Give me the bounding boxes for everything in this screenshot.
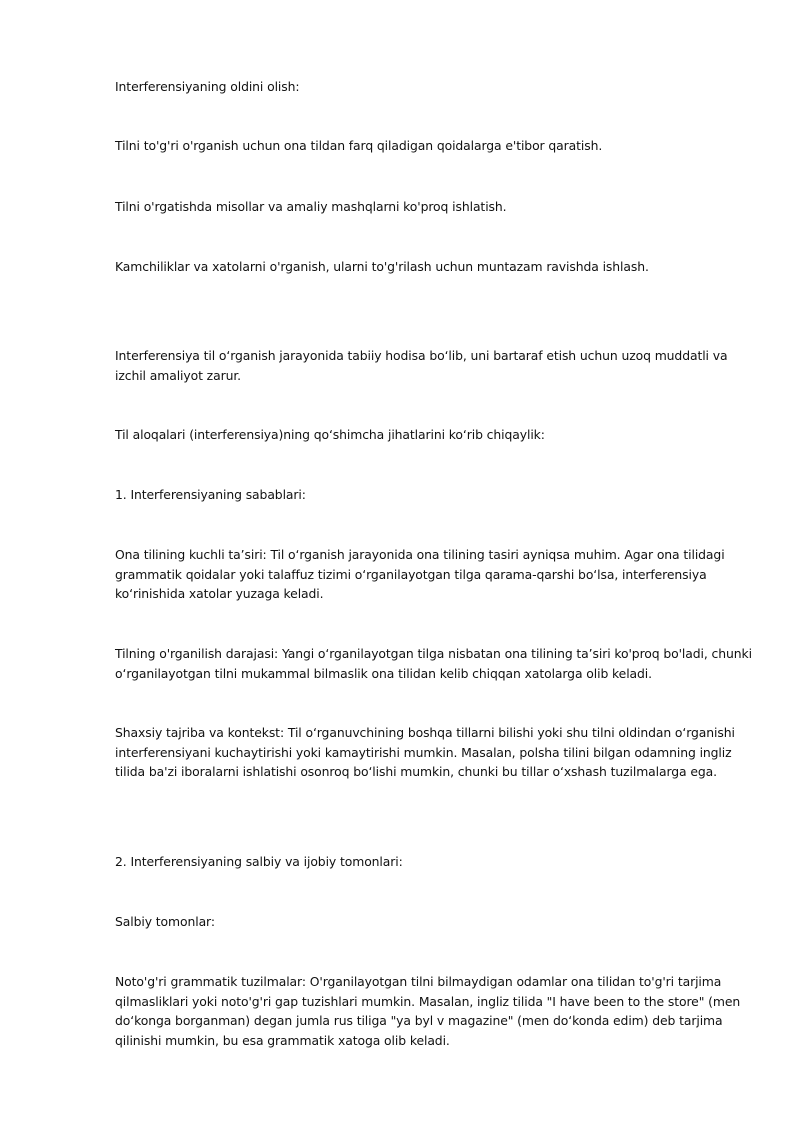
paragraph: Til aloqalari (interferensiya)ning qo‘shimcha jihatlarini ko‘rib chiqaylik: <box>115 427 545 442</box>
paragraph: Noto'g'ri grammatik tuzilmalar: O'rganilayotgan tilni bilmaydigan odamlar ona tilidan to'g'ri tarjima qilmasliklari yoki noto'g'ri gap tuzishlari mumkin. Masalan, ingliz tilida "I have been to the store" (men do‘konga borganman) degan jumla rus tiliga "ya byl v magazine" (men do‘konda edim) deb tarjima qilinishi mumkin, bu esa grammatik xatoga olib keladi. <box>115 974 741 1048</box>
paragraph: Ona tilining kuchli ta’siri: Til o‘rganish jarayonida ona tilining tasiri ayniqsa muhim. Agar ona tilidagi grammatik qoidalar yoki talaffuz tizimi o‘rganilayotgan tilga qarama-qarshi bo‘lsa, interferensiya ko‘rinishida xatolar yuzaga keladi. <box>115 547 725 601</box>
subheading-negative: Salbiy tomonlar: <box>115 914 215 929</box>
paragraph: Shaxsiy tajriba va kontekst: Til o‘rganuvchining boshqa tillarni bilishi yoki shu tilni oldindan o‘rganishi interferensiyani kuchaytirishi yoki kamaytirishi mumkin. Masalan, polsha tilini bilgan odamning ingliz tilida ba'zi iboralarni ishlatishi osonroq bo‘lishi mumkin, chunki bu tillar o‘xshash tuzilmalarga ega. <box>115 725 735 779</box>
section-heading-prevention: Interferensiyaning oldini olish: <box>115 79 300 94</box>
paragraph: Tilning o'rganilish darajasi: Yangi o‘rganilayotgan tilga nisbatan ona tilining ta’siri ko'proq bo'ladi, chunki o‘rganilayotgan tilni mukammal bilmaslik ona tilidan kelib chiqqan xatolarga olib keladi. <box>115 646 752 681</box>
paragraph: Tilni to'g'ri o'rganish uchun ona tildan farq qiladigan qoidalarga e'tibor qaratish. <box>115 138 603 153</box>
paragraph: Interferensiya til o‘rganish jarayonida tabiiy hodisa bo‘lib, uni bartaraf etish uchun uzoq muddatli va izchil amaliyot zarur. <box>115 348 728 383</box>
paragraph: Kamchiliklar va xatolarni o'rganish, ularni to'g'rilash uchun muntazam ravishda ishlash. <box>115 259 649 274</box>
paragraph: Tilni o'rgatishda misollar va amaliy mashqlarni ko'proq ishlatish. <box>115 199 507 214</box>
section-heading-causes: 1. Interferensiyaning sabablari: <box>115 487 306 502</box>
section-heading-pros-cons: 2. Interferensiyaning salbiy va ijobiy tomonlari: <box>115 854 403 869</box>
